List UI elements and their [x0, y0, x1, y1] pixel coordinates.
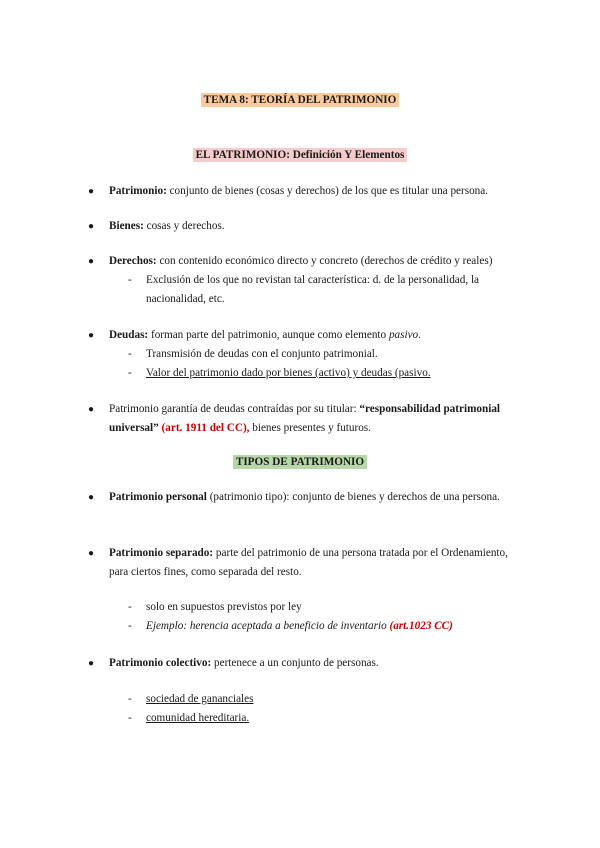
dash-marker: - [128, 712, 132, 724]
sub-item-valor: Valor del patrimonio dado por bienes (activo) y deudas (pasivo. [146, 367, 431, 379]
bullet-icon: ● [88, 548, 95, 559]
sub-item-transmision: Transmisión de deudas con el conjunto patrimonial. [146, 348, 378, 360]
bullet-icon: ● [88, 221, 95, 232]
sub-item-comunidad: comunidad hereditaria. [146, 712, 250, 724]
bullet-icon: ● [88, 658, 95, 669]
sub-item-ejemplo: Ejemplo: herencia aceptada a beneficio de inventario (art.1023 CC) [146, 620, 453, 632]
dash-marker: - [128, 620, 132, 632]
dash-marker: - [128, 693, 132, 705]
sub-item-gananciales: sociedad de gananciales [146, 693, 254, 705]
bullet-icon: ● [88, 186, 95, 197]
bullet-icon: ● [88, 404, 95, 415]
bullet-icon: ● [88, 492, 95, 503]
list-item-separado: Patrimonio separado: parte del patrimonio de una persona tratada por el Ordenamiento, para ciertos fines, como separada del resto. [109, 547, 508, 578]
section-heading-definicion: EL PATRIMONIO: Definición Y Elementos [0, 146, 600, 165]
bullet-icon: ● [88, 256, 95, 267]
list-item-garantia: Patrimonio garantía de deudas contraídas por su titular: “responsabilidad patrimonial universal” (art. 1911 del CC), bienes presentes y futuros. [109, 403, 501, 434]
dash-marker: - [128, 367, 132, 379]
list-item-bienes: Bienes: cosas y derechos. [109, 220, 225, 232]
list-item-derechos: Derechos: con contenido económico directo y concreto (derechos de crédito y reales) [109, 255, 493, 267]
article-reference: (art.1023 CC) [389, 620, 453, 632]
article-reference: (art. 1911 del CC), [161, 422, 250, 434]
dash-marker: - [128, 601, 132, 613]
list-item-personal: Patrimonio personal (patrimonio tipo): conjunto de bienes y derechos de una persona. [109, 491, 500, 503]
list-item-colectivo: Patrimonio colectivo: pertenece a un conjunto de personas. [109, 657, 379, 669]
list-item-patrimonio: Patrimonio: conjunto de bienes (cosas y derechos) de los que es titular una persona. [109, 185, 489, 197]
list-item-deudas: Deudas: forman parte del patrimonio, aunque como elemento pasivo. [109, 329, 421, 341]
bullet-icon: ● [88, 330, 95, 341]
dash-marker: - [128, 274, 132, 286]
page-title: TEMA 8: TEORÍA DEL PATRIMONIO [0, 91, 600, 110]
section-heading-tipos: TIPOS DE PATRIMONIO [0, 453, 600, 472]
dash-marker: - [128, 348, 132, 360]
sub-item-supuestos: solo en supuestos previstos por ley [146, 601, 302, 613]
sub-item-exclusion: Exclusión de los que no revistan tal característica: d. de la personalidad, la nacionalidad, etc. [146, 274, 480, 305]
